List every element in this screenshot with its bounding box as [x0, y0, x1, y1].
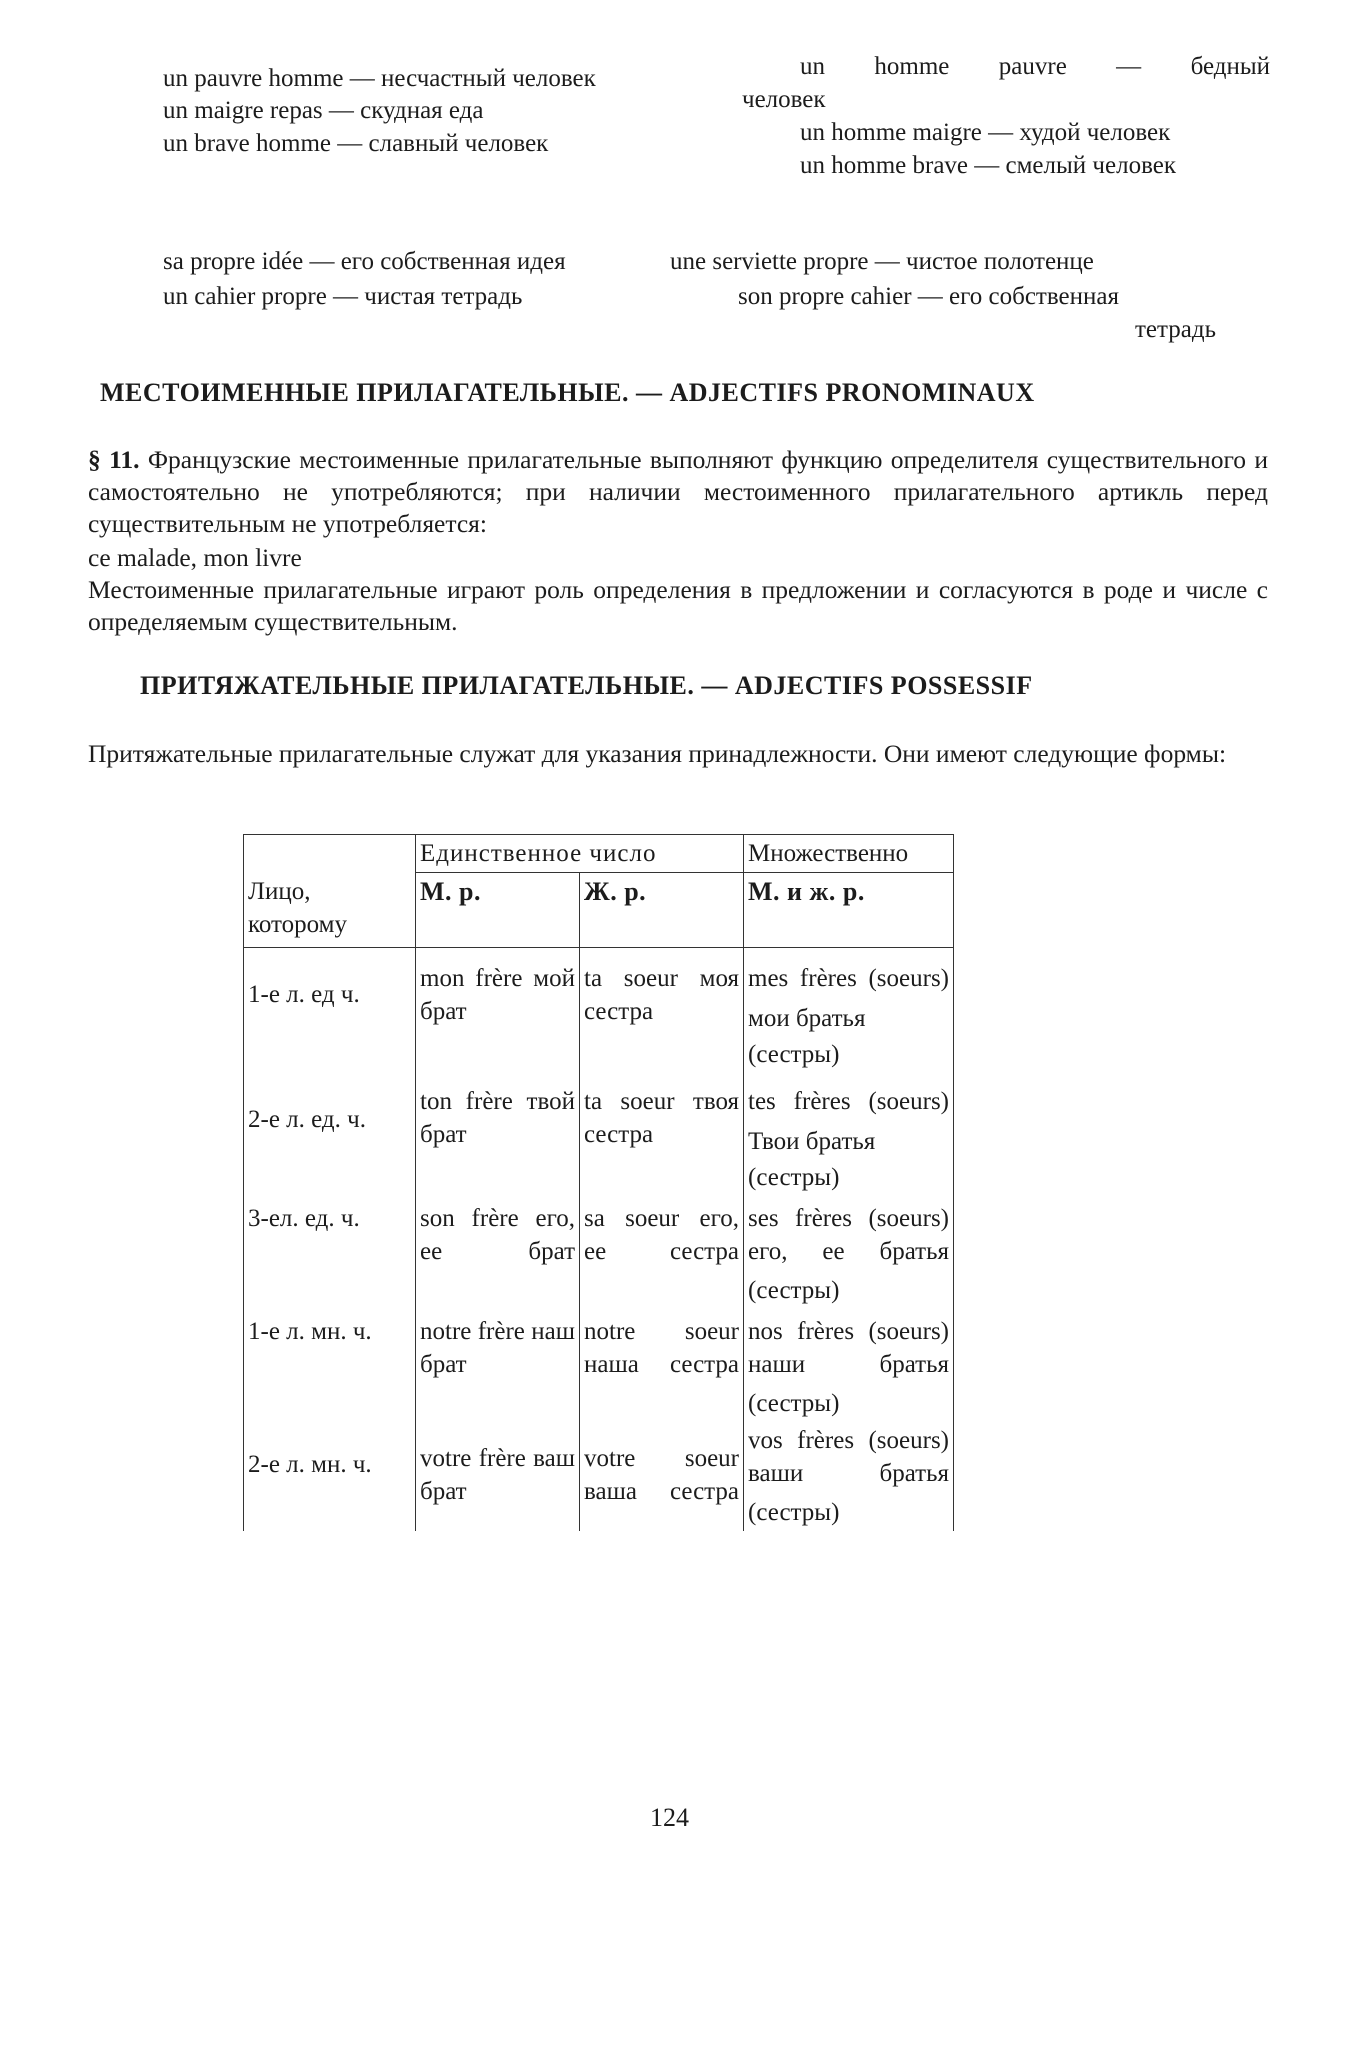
section-heading: МЕСТОИМЕННЫЕ ПРИЛАГАТЕЛЬНЫЕ. — ADJECTIFS PRONOMINAUX	[100, 378, 1035, 407]
example-line: un maigre repas — скудная еда	[163, 97, 484, 124]
example-line: une serviette propre — чистое полотенце	[670, 248, 1094, 275]
example-line: un homme pauvre — бедный	[800, 53, 1270, 80]
plural-translation: (сестры)	[748, 1277, 840, 1304]
plural-translation: (сестры)	[748, 1390, 840, 1417]
table-row	[244, 1075, 954, 1198]
paragraph: Притяжательные прилагательные служат для указания принадлежности. Они имеют следующие формы:	[88, 739, 1227, 768]
table-row	[244, 1198, 954, 1309]
plural-cell	[744, 948, 954, 1076]
masculine-cell: mon frère мой брат	[416, 948, 580, 1076]
person-cell: 1-е л. мн. ч.	[244, 1309, 416, 1422]
masculine-cell: notre frère наш брат	[416, 1309, 580, 1422]
header-masculine: М. р.	[416, 873, 580, 948]
plural-translation: Твои братья (сестры)	[748, 1128, 876, 1191]
example-line: sa propre idée — его собственная идея	[163, 248, 566, 275]
table-header-row	[244, 835, 954, 873]
plural-form: mes frères (soeurs)	[748, 965, 949, 992]
plural-translation: мои братья (сестры)	[748, 1005, 866, 1068]
example-line: un homme brave — смелый человек	[800, 152, 1176, 179]
paragraph	[88, 444, 1268, 540]
page-number: 124	[650, 1803, 689, 1832]
example-text: ce malade, mon livre	[88, 543, 302, 572]
header-plural: Множественно	[744, 835, 954, 873]
person-cell: 2-е л. ед. ч.	[244, 1075, 416, 1198]
example-line: son propre cahier — его собственная	[738, 283, 1119, 310]
paragraph: Местоименные прилагательные играют роль определения в предложении и согласуются в роде и числе с определяемым существительным.	[88, 575, 1268, 636]
possessive-table	[243, 834, 954, 1531]
person-cell: 1-е л. ед ч.	[244, 948, 416, 1076]
feminine-cell: sa soeur его, ее сестра	[580, 1198, 744, 1309]
plural-cell	[744, 1309, 954, 1422]
table-row	[244, 1422, 954, 1531]
paragraph-text: Французские местоименные прилагательные выполняют функцию определителя существительного и самостоятельно не употребляются; при наличии местоименного прилагательного артикль перед существительным не употребляется:	[88, 445, 1269, 538]
person-cell: 2-е л. мн. ч.	[244, 1422, 416, 1531]
masculine-cell: ton frère твой брат	[416, 1075, 580, 1198]
masculine-cell: votre frère ваш брат	[416, 1422, 580, 1531]
plural-form: tes frères (soeurs)	[748, 1088, 949, 1115]
plural-cell	[744, 1422, 954, 1531]
plural-form: vos frères (soeurs) ваши братья	[748, 1427, 949, 1487]
example-line: тетрадь	[1135, 316, 1216, 343]
section-heading: ПРИТЯЖАТЕЛЬНЫЕ ПРИЛАГАТЕЛЬНЫЕ. — ADJECTIFS POSSESSIF	[140, 671, 1033, 700]
table-row	[244, 1309, 954, 1422]
header-plural-gender: М. и ж. р.	[744, 873, 954, 948]
example-line: un cahier propre — чистая тетрадь	[163, 283, 523, 310]
example-line: un homme maigre — худой человек	[800, 119, 1171, 146]
feminine-cell: ta soeur твоя сестра	[580, 1075, 744, 1198]
header-feminine: Ж. р.	[580, 873, 744, 948]
example-line: un pauvre homme — несчастный человек	[163, 65, 596, 92]
masculine-cell: son frère его, ее брат	[416, 1198, 580, 1309]
paragraph-number: § 11.	[88, 445, 140, 474]
person-cell: 3-ел. ед. ч.	[244, 1198, 416, 1309]
plural-form: ses frères (soeurs) его, ее братья	[748, 1205, 949, 1265]
table-row	[244, 948, 954, 1076]
example-line: человек	[742, 86, 826, 113]
header-person: Лицо, которому	[244, 835, 416, 948]
plural-cell	[744, 1198, 954, 1309]
feminine-cell: ta soeur моя сестра	[580, 948, 744, 1076]
plural-cell	[744, 1075, 954, 1198]
plural-translation: (сестры)	[748, 1499, 840, 1526]
plural-form: nos frères (soeurs) наши братья	[748, 1318, 949, 1378]
feminine-cell: votre soeur ваша сестра	[580, 1422, 744, 1531]
header-singular: Единственное число	[416, 835, 744, 873]
example-line: un brave homme — славный человек	[163, 130, 549, 157]
feminine-cell: notre soeur наша сестра	[580, 1309, 744, 1422]
